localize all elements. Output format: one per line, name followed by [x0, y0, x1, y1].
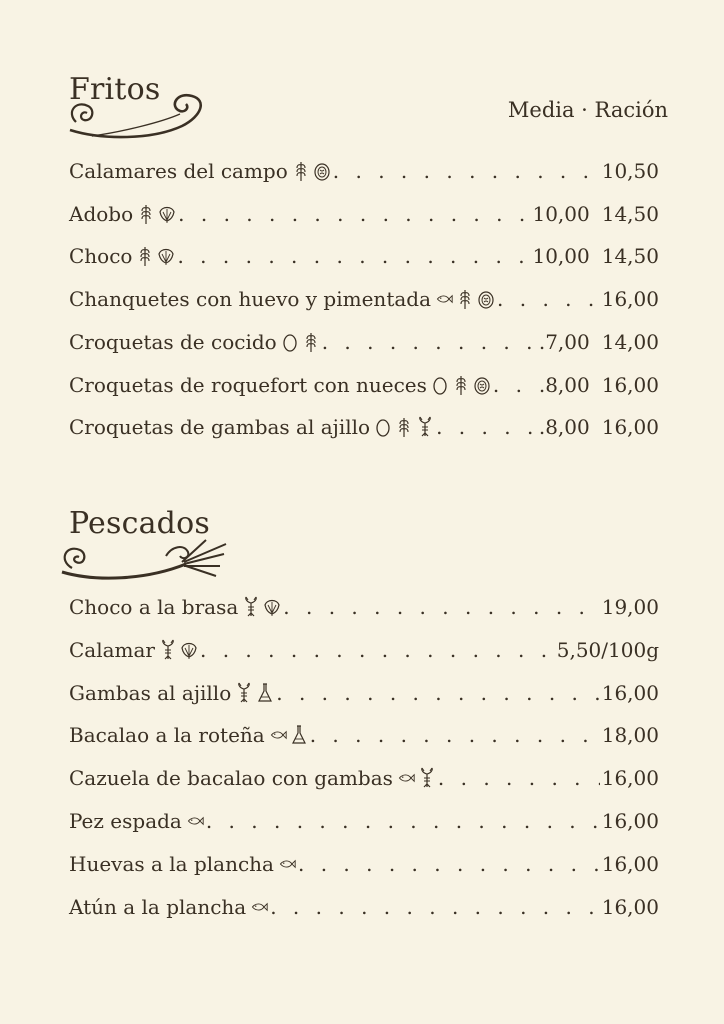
item-price: 16,00 — [601, 851, 659, 876]
menu-item — [69, 763, 659, 791]
item-name: Choco a la brasa — [69, 595, 239, 619]
item-name: Huevas a la plancha — [69, 851, 274, 876]
fish-icon — [278, 853, 296, 875]
gluten-icon — [137, 203, 155, 225]
dot-leader — [436, 413, 537, 441]
menu-item — [69, 412, 659, 440]
fish-icon — [435, 288, 453, 310]
column-header-media-racion: Media · Ración — [507, 98, 668, 122]
menu-item — [69, 849, 659, 877]
allergen-icons — [242, 596, 281, 618]
price-racion: 16,00 — [601, 372, 659, 397]
dot-leader — [322, 328, 537, 356]
sulphite-icon — [256, 682, 274, 704]
price-racion: 14,00 — [601, 329, 659, 354]
crustacean-icon — [418, 767, 436, 789]
menu-item — [69, 199, 659, 227]
item-name: Croquetas de cocido — [69, 329, 277, 354]
item-price: 16,00 — [601, 680, 659, 705]
menu-item — [69, 156, 659, 184]
menu-item — [69, 241, 659, 269]
dot-leader — [200, 636, 555, 664]
allergen-icons — [269, 724, 308, 746]
item-price — [532, 200, 659, 228]
dot-leader — [333, 157, 600, 185]
item-price: 16,00 — [601, 809, 659, 833]
item-name: Pez espada — [69, 809, 182, 833]
egg-icon — [374, 416, 392, 438]
item-name: Atún a la plancha — [69, 894, 247, 919]
allergen-icons — [186, 810, 204, 832]
item-name: Calamar — [69, 637, 155, 662]
egg-icon — [431, 374, 449, 396]
menu-item — [69, 284, 659, 312]
dot-leader — [493, 371, 537, 399]
allergen-icons — [278, 853, 296, 875]
dot-leader — [206, 807, 600, 835]
item-price — [539, 413, 659, 441]
gluten-icon — [302, 331, 320, 353]
fritos-title: Fritos — [69, 72, 161, 107]
allergen-icons — [397, 767, 436, 789]
gluten-icon — [395, 416, 413, 438]
crustacean-icon — [416, 416, 434, 438]
item-price: 5,50/100g — [556, 637, 659, 662]
item-price — [532, 242, 659, 270]
nuts-icon — [477, 288, 495, 310]
item-price: 16,00 — [601, 287, 659, 312]
dot-leader — [438, 764, 600, 792]
price-media: 10,00 — [532, 244, 590, 269]
dot-leader — [177, 242, 530, 270]
fish-icon — [250, 896, 268, 918]
item-name: Bacalao a la roteña — [69, 723, 265, 748]
dot-leader — [270, 893, 600, 921]
item-price: 16,00 — [601, 894, 659, 919]
item-name: Chanquetes con huevo y pimentada — [69, 287, 432, 312]
price-media: 10,00 — [532, 201, 590, 226]
price-media: .8,00 — [538, 415, 590, 440]
allergen-icons — [374, 416, 434, 438]
crustacean-icon — [235, 682, 253, 704]
gluten-icon — [136, 245, 154, 267]
dot-leader — [310, 721, 600, 749]
menu-item — [69, 720, 659, 748]
gluten-icon — [456, 288, 474, 310]
fish-icon — [397, 767, 415, 789]
item-price: 19,00 — [601, 595, 659, 619]
dot-leader — [178, 200, 530, 228]
allergen-icons — [281, 331, 320, 353]
menu-item — [69, 327, 659, 355]
menu-item — [69, 678, 659, 706]
allergen-icons — [431, 374, 491, 396]
swirl-ornament — [62, 92, 212, 144]
item-price — [539, 328, 659, 356]
item-price: 16,00 — [601, 766, 659, 791]
item-name: Calamares del campo — [69, 159, 288, 183]
menu-item — [69, 592, 659, 620]
allergen-icons — [136, 245, 175, 267]
item-price: 10,50 — [601, 159, 659, 183]
price-racion: 14,50 — [601, 201, 659, 226]
item-name: Croquetas de gambas al ajillo — [69, 415, 371, 440]
dot-leader — [276, 679, 599, 707]
menu-item — [69, 806, 659, 834]
allergen-icons — [292, 160, 331, 182]
allergen-icons — [435, 288, 495, 310]
sulphite-icon — [290, 724, 308, 746]
menu-item — [69, 635, 659, 663]
price-media: .7,00 — [538, 329, 590, 354]
item-name: Choco — [69, 244, 133, 269]
price-racion: 16,00 — [601, 415, 659, 440]
pescados-title: Pescados — [69, 506, 210, 541]
mollusc-icon — [180, 639, 198, 661]
menu-item — [69, 370, 659, 398]
nuts-icon — [473, 374, 491, 396]
price-racion: 14,50 — [601, 244, 659, 269]
price-media: .8,00 — [538, 372, 590, 397]
gluten-icon — [292, 160, 310, 182]
squid-ornament — [56, 538, 232, 584]
egg-icon — [281, 331, 299, 353]
allergen-icons — [235, 682, 274, 704]
mollusc-icon — [157, 245, 175, 267]
fish-icon — [186, 810, 204, 832]
crustacean-icon — [242, 596, 260, 618]
item-name: Adobo — [69, 201, 134, 226]
gluten-icon — [452, 374, 470, 396]
crustacean-icon — [159, 639, 177, 661]
dot-leader — [298, 850, 600, 878]
allergen-icons — [250, 896, 268, 918]
item-price — [539, 371, 659, 399]
nuts-icon — [313, 160, 331, 182]
fish-icon — [269, 724, 287, 746]
item-price: 18,00 — [601, 723, 659, 748]
mollusc-icon — [158, 203, 176, 225]
allergen-icons — [137, 203, 176, 225]
item-name: Cazuela de bacalao con gambas — [69, 766, 393, 791]
dot-leader — [497, 285, 600, 313]
dot-leader — [283, 593, 599, 621]
mollusc-icon — [263, 596, 281, 618]
item-name: Gambas al ajillo — [69, 680, 232, 705]
menu-item — [69, 892, 659, 920]
item-name: Croquetas de roquefort con nueces — [69, 372, 427, 397]
allergen-icons — [159, 639, 198, 661]
